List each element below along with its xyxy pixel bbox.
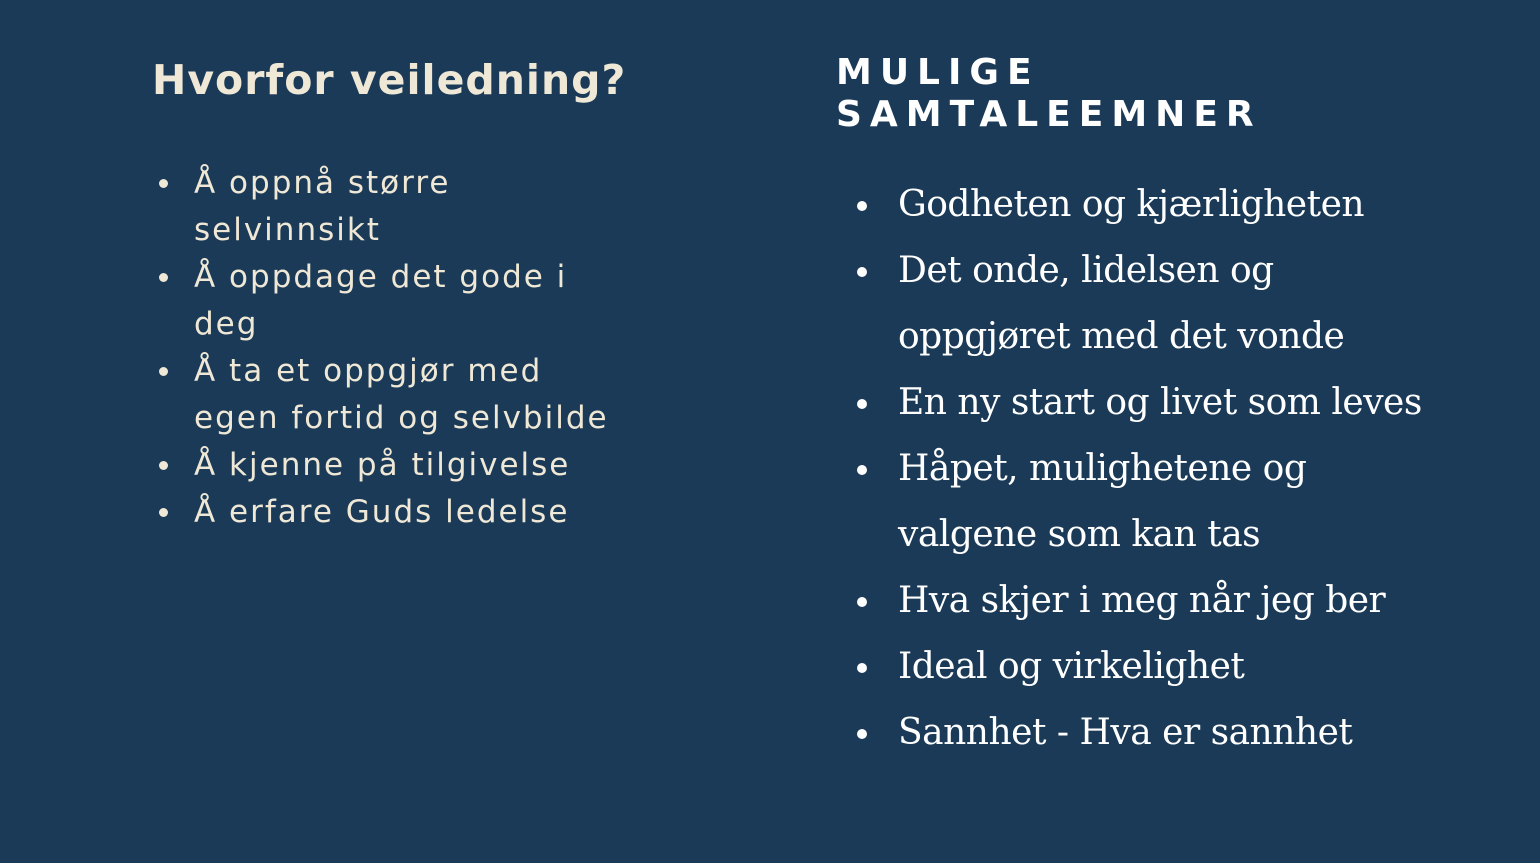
- list-item-line: Å erfare Guds ledelse: [194, 494, 570, 530]
- left-heading: Hvorfor veiledning?: [152, 56, 627, 104]
- list-item: [836, 568, 1516, 634]
- list-item: [836, 700, 1516, 766]
- right-heading-line: SAMTALEEMNER: [836, 94, 1262, 135]
- list-item: [152, 348, 712, 442]
- list-item-line: Å oppnå større: [194, 165, 451, 201]
- list-item: [836, 172, 1516, 238]
- left-bullet-list: [152, 160, 712, 536]
- list-item-line: Hva skjer i meg når jeg ber: [898, 580, 1386, 621]
- list-item: [152, 442, 712, 489]
- list-item: [152, 254, 712, 348]
- right-heading: [836, 52, 1516, 136]
- list-item-line: deg: [194, 306, 259, 342]
- list-item: [836, 436, 1516, 568]
- list-item-line: Håpet, mulighetene og: [898, 448, 1307, 489]
- list-item-line: egen fortid og selvbilde: [194, 400, 609, 436]
- list-item-line: oppgjøret med det vonde: [898, 316, 1345, 357]
- list-item: [152, 160, 712, 254]
- right-column: [836, 52, 1516, 753]
- list-item: [152, 489, 712, 536]
- list-item-line: Å oppdage det gode i: [194, 259, 568, 295]
- list-item-line: Det onde, lidelsen og: [898, 250, 1274, 291]
- right-bullet-list: [836, 172, 1516, 766]
- list-item-line: selvinnsikt: [194, 212, 381, 248]
- list-item-line: valgene som kan tas: [898, 514, 1261, 555]
- list-item-line: Å kjenne på tilgivelse: [194, 447, 571, 483]
- list-item-line: Godheten og kjærligheten: [898, 184, 1365, 225]
- list-item: [836, 370, 1516, 436]
- list-item: [836, 238, 1516, 370]
- list-item-line: Ideal og virkelighet: [898, 646, 1245, 687]
- list-item: [836, 634, 1516, 700]
- list-item-line: Sannhet - Hva er sannhet: [898, 712, 1353, 753]
- list-item-line: En ny start og livet som leves: [898, 382, 1422, 423]
- right-heading-line: MULIGE: [836, 52, 1040, 93]
- left-column: [152, 52, 712, 530]
- list-item-line: Å ta et oppgjør med: [194, 353, 543, 389]
